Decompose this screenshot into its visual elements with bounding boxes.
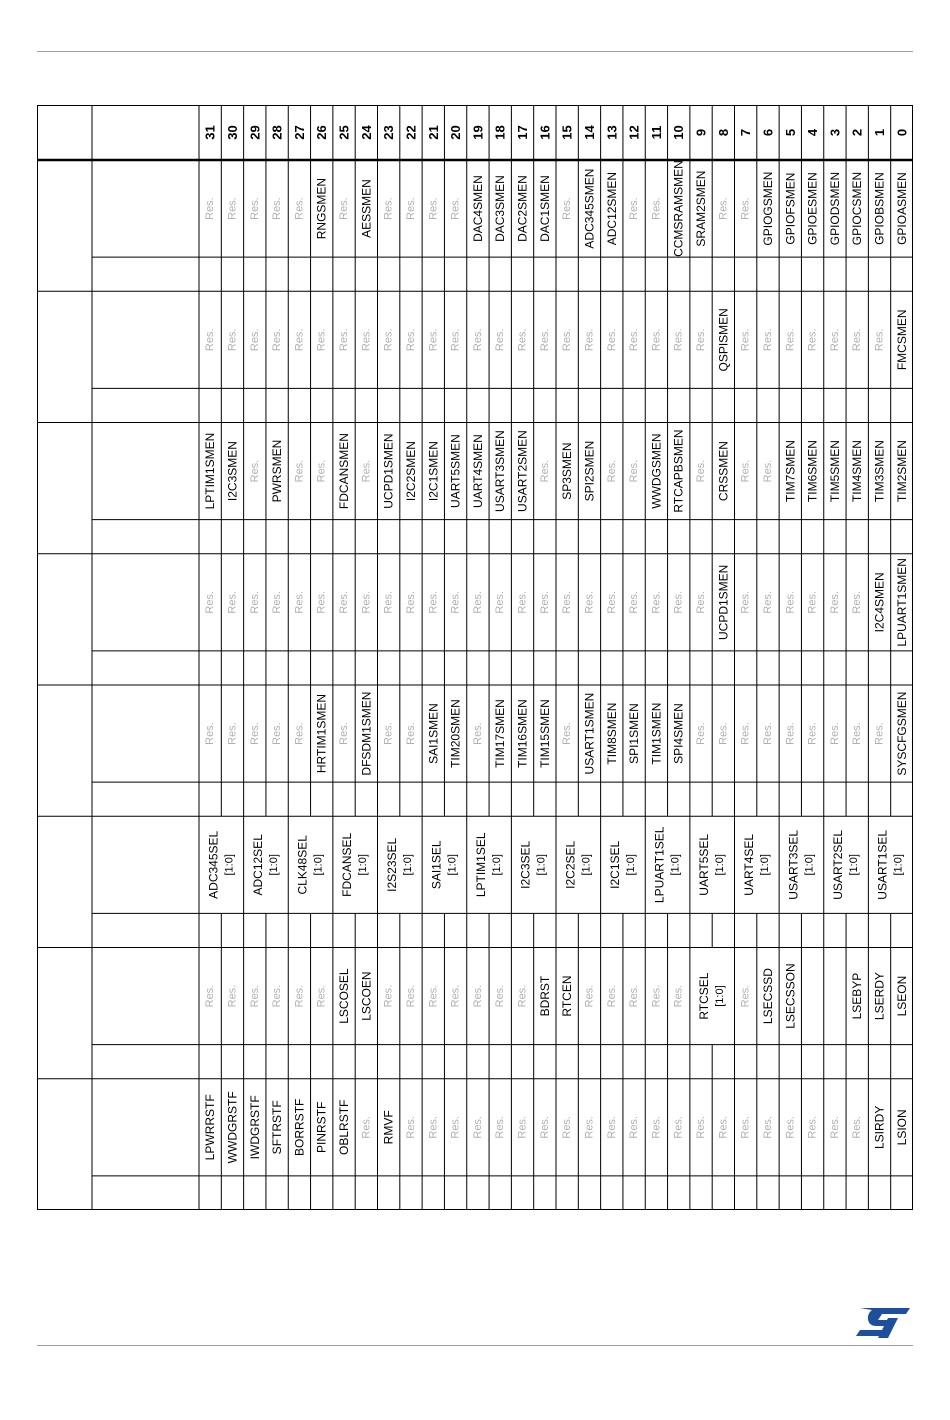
reserved-label: Res. [851, 591, 864, 614]
reserved-label: Res. [404, 984, 417, 1008]
field-range: [1:0] [446, 854, 459, 876]
reserved-label: Res. [538, 328, 551, 352]
reserved-label: Res. [315, 591, 328, 614]
bit-number: 30 [224, 125, 240, 140]
reserved-label: Res. [516, 591, 529, 614]
bit-number: 22 [403, 125, 419, 140]
reserved-label: Res. [427, 197, 440, 220]
reserved-label: Res. [628, 459, 641, 483]
field-range: [1:0] [669, 854, 682, 876]
field-label: GPIOFSMEN [783, 172, 798, 245]
bit-number: 24 [358, 125, 374, 140]
reserved-label: Res. [516, 1116, 529, 1139]
reserved-label: Res. [806, 722, 819, 745]
reserved-label: Res. [695, 722, 708, 745]
reserved-label: Res. [717, 197, 730, 220]
reserved-label: Res. [873, 328, 886, 352]
reserved-label: Res. [672, 1116, 685, 1139]
field-label: BDRST [537, 975, 552, 1017]
field-label: USART2SMEN [515, 430, 530, 512]
reserved-label: Res. [828, 328, 841, 352]
reserved-label: Res. [338, 591, 351, 614]
reserved-label: Res. [739, 197, 752, 220]
field-label: LPWRRSTF [203, 1094, 218, 1161]
field-label: PINRSTF [314, 1101, 329, 1153]
reserved-label: Res. [583, 328, 596, 352]
bit-number: 4 [805, 128, 821, 137]
reserved-label: Res. [204, 722, 217, 745]
field-label: USART3SMEN [493, 430, 508, 512]
field-label: FDCANSEL [340, 832, 355, 897]
field-range: [1:0] [267, 854, 280, 876]
field-label: USART1SEL [875, 829, 890, 900]
reserved-label: Res. [761, 591, 774, 614]
bit-number: 13 [604, 125, 620, 140]
reserved-label: Res. [806, 1116, 819, 1139]
field-label: TIM1SMEN [649, 702, 664, 765]
reserved-label: Res. [561, 328, 574, 352]
reserved-label: Res. [828, 591, 841, 614]
bit-number: 14 [581, 125, 597, 140]
reserved-label: Res. [338, 722, 351, 745]
st-logo-icon [852, 1306, 912, 1340]
reserved-label: Res. [271, 328, 284, 352]
reserved-label: Res. [628, 197, 641, 220]
reserved-label: Res. [404, 1116, 417, 1139]
reserved-label: Res. [739, 459, 752, 483]
field-label: UART5SMEN [448, 434, 463, 508]
field-label: SAI1SMEN [426, 703, 441, 764]
reserved-label: Res. [271, 722, 284, 745]
reserved-label: Res. [494, 1116, 507, 1139]
reserved-label: Res. [293, 984, 306, 1008]
reserved-label: Res. [248, 197, 261, 220]
bit-number: 8 [715, 128, 731, 137]
field-label: LSECSSD [760, 968, 775, 1025]
field-label: LSCOSEL [337, 968, 352, 1024]
reserved-label: Res. [784, 1116, 797, 1139]
bit-number: 0 [894, 128, 910, 137]
field-label: AESSMEN [359, 179, 374, 238]
bit-number: 9 [693, 128, 709, 137]
reserved-label: Res. [538, 459, 551, 483]
header-rule [37, 51, 913, 52]
field-label: TIM15SMEN [537, 699, 552, 768]
field-label: FMCSMEN [894, 309, 909, 371]
reserved-label: Res. [449, 197, 462, 220]
reserved-label: Res. [226, 722, 239, 745]
field-label: LSION [894, 1109, 909, 1146]
bit-number: 31 [202, 125, 218, 140]
reserved-label: Res. [204, 984, 217, 1008]
field-label: ADC345SMEN [582, 168, 597, 249]
reserved-label: Res. [695, 328, 708, 352]
field-label: LSEON [894, 975, 909, 1017]
reserved-label: Res. [360, 1116, 373, 1139]
field-label: GPIOCSMEN [850, 171, 865, 246]
reserved-label: Res. [427, 984, 440, 1008]
field-range: [1:0] [580, 854, 593, 876]
reserved-label: Res. [851, 722, 864, 745]
field-label: ADC12SEL [250, 834, 265, 896]
field-label: UART4SMEN [470, 434, 485, 508]
reserved-label: Res. [561, 1116, 574, 1139]
field-label: RMVF [381, 1110, 396, 1145]
field-label: TIM7SMEN [783, 440, 798, 503]
bit-number: 23 [381, 125, 397, 140]
field-label: RTCAPBSMEN [671, 429, 686, 513]
bit-number: 20 [448, 125, 464, 140]
field-label: I2C1SMEN [426, 441, 441, 502]
field-label: DAC1SMEN [537, 175, 552, 242]
reserved-label: Res. [471, 591, 484, 614]
field-label: LSECSSON [783, 963, 798, 1029]
reserved-label: Res. [538, 591, 551, 614]
footer-rule [37, 1345, 913, 1346]
reserved-label: Res. [851, 1116, 864, 1139]
field-range: [1:0] [758, 854, 771, 876]
field-range: [1:0] [624, 854, 637, 876]
reserved-label: Res. [471, 984, 484, 1008]
reserved-label: Res. [828, 1116, 841, 1139]
field-label: UART4SEL [741, 833, 756, 896]
reserved-label: Res. [761, 1116, 774, 1139]
reserved-label: Res. [494, 984, 507, 1008]
reserved-label: Res. [315, 984, 328, 1008]
field-label: SP3SMEN [560, 442, 575, 500]
field-label: CLK48SEL [295, 835, 310, 895]
bit-number: 5 [782, 128, 798, 137]
bit-number: 18 [492, 125, 508, 140]
field-label: FDCANSMEN [337, 433, 352, 510]
reserved-label: Res. [427, 591, 440, 614]
field-label: TIM3SMEN [872, 440, 887, 503]
reserved-label: Res. [204, 591, 217, 614]
field-label: GPIOASMEN [894, 172, 909, 245]
reserved-label: Res. [449, 591, 462, 614]
table-border [38, 106, 913, 1210]
reserved-label: Res. [717, 722, 730, 745]
bit-number: 6 [760, 128, 776, 137]
field-label: OBLRSTF [337, 1099, 352, 1155]
reserved-label: Res. [315, 328, 328, 352]
field-range: [1:0] [848, 854, 861, 876]
field-range: [1:0] [491, 854, 504, 876]
reserved-label: Res. [248, 591, 261, 614]
reserved-label: Res. [561, 722, 574, 745]
reserved-label: Res. [382, 328, 395, 352]
reserved-label: Res. [717, 1116, 730, 1139]
field-label: LPTIM1SEL [474, 832, 489, 898]
reserved-label: Res. [293, 591, 306, 614]
reserved-label: Res. [628, 1116, 641, 1139]
field-label: I2C3SEL [518, 840, 533, 889]
field-label: GPIODSMEN [827, 171, 842, 246]
field-label: SAI1SEL [429, 840, 444, 890]
reserved-label: Res. [761, 722, 774, 745]
reserved-label: Res. [315, 459, 328, 483]
reserved-label: Res. [516, 984, 529, 1008]
bit-number: 19 [470, 125, 486, 140]
field-label: RNGSMEN [314, 177, 329, 240]
reserved-label: Res. [784, 722, 797, 745]
field-range: [1:0] [357, 854, 370, 876]
field-label: DAC3SMEN [493, 175, 508, 242]
field-label: USART2SEL [831, 829, 846, 900]
field-label: TIM20SMEN [448, 699, 463, 768]
field-label: GPIOGSMEN [760, 171, 775, 246]
field-label: UART5SEL [697, 833, 712, 896]
field-label: LSCOEN [359, 971, 374, 1021]
field-label: SYSCFGSMEN [894, 691, 909, 776]
reserved-label: Res. [695, 459, 708, 483]
reserved-label: Res. [583, 591, 596, 614]
field-label: SPI4SMEN [671, 703, 686, 764]
reserved-label: Res. [226, 197, 239, 220]
bit-number: 27 [291, 125, 307, 140]
field-label: GPIOESMEN [805, 172, 820, 245]
field-label: IWDGRSTF [247, 1095, 262, 1160]
reserved-label: Res. [382, 722, 395, 745]
field-range: [1:0] [714, 854, 727, 876]
field-label: CCMSRAMSMEN [671, 160, 686, 257]
reserved-label: Res. [516, 328, 529, 352]
field-range: [1:0] [312, 854, 325, 876]
bit-number: 11 [648, 125, 664, 140]
reserved-label: Res. [338, 197, 351, 220]
field-label: TIM17SMEN [493, 699, 508, 768]
reserved-label: Res. [806, 591, 819, 614]
reserved-label: Res. [449, 984, 462, 1008]
field-label: TIM6SMEN [805, 440, 820, 503]
reserved-label: Res. [382, 591, 395, 614]
reserved-label: Res. [204, 197, 217, 220]
field-label: I2C3SMEN [225, 441, 240, 502]
reserved-label: Res. [449, 328, 462, 352]
field-label: LSIRDY [872, 1105, 887, 1149]
bit-number: 25 [336, 125, 352, 140]
field-label: LPUART1SMEN [894, 558, 909, 647]
reserved-label: Res. [360, 459, 373, 483]
field-range: [1:0] [803, 854, 816, 876]
reserved-label: Res. [650, 197, 663, 220]
reserved-label: Res. [672, 328, 685, 352]
field-label: LSEBYP [850, 972, 865, 1020]
reserved-label: Res. [293, 328, 306, 352]
reserved-label: Res. [583, 984, 596, 1008]
reserved-label: Res. [650, 984, 663, 1008]
reserved-label: Res. [650, 1116, 663, 1139]
reserved-label: Res. [382, 197, 395, 220]
reserved-label: Res. [828, 722, 841, 745]
reserved-label: Res. [605, 1116, 618, 1139]
field-label: PWRSMEN [270, 439, 285, 503]
reserved-label: Res. [650, 328, 663, 352]
field-label: TIM5SMEN [827, 440, 842, 503]
reserved-label: Res. [226, 591, 239, 614]
field-label: RTCSEL [697, 972, 712, 1020]
bit-number: 2 [849, 128, 865, 137]
reserved-label: Res. [271, 591, 284, 614]
reserved-label: Res. [672, 591, 685, 614]
reserved-label: Res. [739, 328, 752, 352]
field-range: [1:0] [535, 854, 548, 876]
bit-number: 17 [515, 125, 531, 140]
field-label: DAC2SMEN [515, 175, 530, 242]
reserved-label: Res. [248, 328, 261, 352]
reserved-label: Res. [471, 1116, 484, 1139]
field-label: SFTRSTF [270, 1100, 285, 1155]
reserved-label: Res. [226, 328, 239, 352]
field-label: SRAM2SMEN [694, 170, 709, 247]
reserved-label: Res. [360, 591, 373, 614]
field-label: BORRSTF [292, 1098, 307, 1156]
reserved-label: Res. [873, 722, 886, 745]
field-range: [1:0] [892, 854, 905, 876]
reserved-label: Res. [761, 328, 774, 352]
reserved-label: Res. [605, 984, 618, 1008]
field-label: I2C4SMEN [872, 572, 887, 633]
field-label: LPTIM1SMEN [203, 432, 218, 510]
reserved-label: Res. [248, 459, 261, 483]
reserved-label: Res. [695, 1116, 708, 1139]
bit-number: 15 [559, 125, 575, 140]
reserved-label: Res. [404, 722, 417, 745]
reserved-label: Res. [851, 328, 864, 352]
field-label: QSPISMEN [716, 308, 731, 372]
reserved-label: Res. [628, 328, 641, 352]
bit-number: 16 [537, 125, 553, 140]
field-range: [1:0] [401, 854, 414, 876]
reserved-label: Res. [404, 197, 417, 220]
field-label: SPI1SMEN [627, 703, 642, 764]
reserved-label: Res. [271, 197, 284, 220]
field-label: LSERDY [872, 972, 887, 1021]
reserved-label: Res. [761, 459, 774, 483]
reserved-label: Res. [561, 591, 574, 614]
reserved-label: Res. [404, 591, 417, 614]
bit-number: 29 [247, 125, 263, 140]
field-label: HRTIM1SMEN [314, 694, 329, 774]
field-range: [1:0] [714, 985, 727, 1007]
field-label: UCPD1SMEN [716, 564, 731, 640]
reserved-label: Res. [404, 328, 417, 352]
field-label: RTCEN [560, 975, 575, 1017]
bit-number: 26 [314, 125, 330, 140]
reserved-label: Res. [739, 1116, 752, 1139]
field-label: USART1SMEN [582, 692, 597, 775]
field-label: I2S23SEL [384, 837, 399, 892]
reserved-label: Res. [360, 328, 373, 352]
reserved-label: Res. [427, 1116, 440, 1139]
field-label: SPI2SMEN [582, 440, 597, 502]
reserved-label: Res. [293, 197, 306, 220]
reserved-label: Res. [650, 591, 663, 614]
reserved-label: Res. [695, 591, 708, 614]
bit-number: 28 [269, 125, 285, 140]
reserved-label: Res. [628, 984, 641, 1008]
reserved-label: Res. [471, 722, 484, 745]
reserved-label: Res. [784, 591, 797, 614]
field-label: I2C2SMEN [403, 441, 418, 502]
reserved-label: Res. [271, 984, 284, 1008]
reserved-label: Res. [338, 328, 351, 352]
field-label: DFSDM1SMEN [359, 691, 374, 776]
reserved-label: Res. [382, 984, 395, 1008]
field-label: I2C2SEL [563, 840, 578, 889]
reserved-label: Res. [605, 328, 618, 352]
field-label: TIM16SMEN [515, 699, 530, 768]
reserved-label: Res. [739, 984, 752, 1008]
field-label: WWDGRSTF [225, 1091, 240, 1164]
reserved-label: Res. [293, 722, 306, 745]
bit-number: 1 [872, 128, 888, 137]
field-label: ADC345SEL [206, 830, 221, 899]
field-label: LPUART1SEL [652, 826, 667, 904]
reserved-label: Res. [248, 984, 261, 1008]
field-label: TIM4SMEN [850, 440, 865, 503]
reserved-label: Res. [471, 328, 484, 352]
field-label: ADC12SMEN [604, 171, 619, 246]
bit-number: 3 [827, 128, 843, 137]
field-label: TIM8SMEN [604, 702, 619, 765]
reserved-label: Res. [248, 722, 261, 745]
reserved-label: Res. [204, 328, 217, 352]
bit-number: 10 [671, 125, 687, 140]
reserved-label: Res. [561, 197, 574, 220]
reserved-label: Res. [739, 722, 752, 745]
field-label: DAC4SMEN [470, 175, 485, 242]
field-label: USART3SEL [786, 829, 801, 900]
reserved-label: Res. [672, 984, 685, 1008]
reserved-label: Res. [784, 328, 797, 352]
field-label: WWDGSMEN [649, 433, 664, 509]
field-label: CRSSMEN [716, 441, 731, 502]
register-map-svg [37, 105, 913, 1210]
bit-number: 7 [738, 128, 754, 137]
reserved-label: Res. [628, 591, 641, 614]
reserved-label: Res. [739, 591, 752, 614]
field-label: UCPD1SMEN [381, 433, 396, 509]
bit-number: 12 [626, 125, 642, 140]
field-range: [1:0] [223, 854, 236, 876]
reserved-label: Res. [806, 328, 819, 352]
reserved-label: Res. [494, 328, 507, 352]
reserved-label: Res. [494, 591, 507, 614]
reserved-label: Res. [293, 459, 306, 483]
register-map-table [37, 105, 913, 1210]
field-label: TIM2SMEN [894, 440, 909, 503]
reserved-label: Res. [226, 984, 239, 1008]
reserved-label: Res. [605, 591, 618, 614]
reserved-label: Res. [449, 1116, 462, 1139]
reserved-label: Res. [605, 459, 618, 483]
field-label: GPIOBSMEN [872, 172, 887, 245]
reserved-label: Res. [538, 1116, 551, 1139]
field-label: I2C1SEL [607, 840, 622, 889]
bit-number: 21 [425, 125, 441, 140]
reserved-label: Res. [427, 328, 440, 352]
reserved-label: Res. [583, 1116, 596, 1139]
